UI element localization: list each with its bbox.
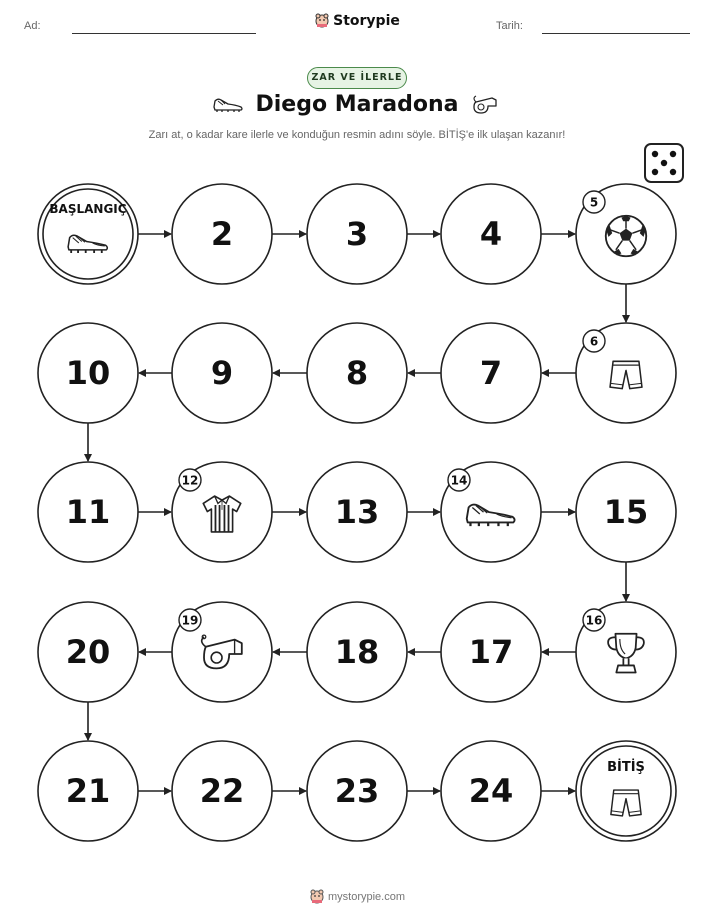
soccer-ball-icon	[606, 216, 646, 256]
date-label: Tarih:	[496, 20, 523, 32]
square-number: 23	[334, 772, 380, 810]
square-number: 22	[199, 772, 245, 810]
name-label: Ad:	[24, 20, 41, 32]
board-square-10[interactable]	[38, 323, 138, 423]
board-square-17[interactable]	[441, 602, 541, 702]
square-number: 17	[468, 633, 514, 671]
board-square-21[interactable]	[38, 741, 138, 841]
storypie-logo-icon	[309, 888, 325, 904]
page-title: Diego Maradona	[255, 92, 459, 117]
board-square-14[interactable]	[441, 462, 541, 562]
square-number: 8	[345, 354, 369, 392]
activity-badge: ZAR VE İLERLE	[307, 67, 407, 89]
footer	[0, 888, 714, 904]
square-number: 24	[468, 772, 514, 810]
square-number: 11	[65, 493, 111, 531]
board-square-19[interactable]	[172, 602, 272, 702]
board-square-6[interactable]	[576, 323, 676, 423]
footer-url[interactable]: mystorypie.com	[327, 891, 406, 903]
square-number: 19	[181, 613, 199, 628]
board-square-15[interactable]	[576, 462, 676, 562]
board-square-3[interactable]	[307, 184, 407, 284]
brand-name: Storypie	[333, 13, 400, 29]
board-square-20[interactable]	[38, 602, 138, 702]
finish-label: BİTİŞ	[607, 760, 645, 775]
board-square-24[interactable]	[441, 741, 541, 841]
board-square-25[interactable]	[576, 741, 676, 841]
square-number: 6	[589, 334, 599, 349]
board-square-23[interactable]	[307, 741, 407, 841]
board-square-2[interactable]	[172, 184, 272, 284]
square-number: 18	[334, 633, 380, 671]
start-label: BAŞLANGIÇ	[49, 202, 127, 216]
board-square-8[interactable]	[307, 323, 407, 423]
board-square-18[interactable]	[307, 602, 407, 702]
square-number: 10	[65, 354, 111, 392]
square-number: 5	[589, 195, 599, 210]
square-number: 20	[65, 633, 111, 671]
square-number: 9	[210, 354, 234, 392]
square-number: 7	[479, 354, 503, 392]
square-number: 14	[450, 473, 468, 488]
board-square-7[interactable]	[441, 323, 541, 423]
board-square-22[interactable]	[172, 741, 272, 841]
board-square-1[interactable]	[38, 184, 138, 284]
square-number: 16	[585, 613, 603, 628]
board-square-16[interactable]	[576, 602, 676, 702]
square-number: 2	[210, 215, 234, 253]
board-square-5[interactable]	[576, 184, 676, 284]
square-number: 13	[334, 493, 380, 531]
board-square-4[interactable]	[441, 184, 541, 284]
square-number: 21	[65, 772, 111, 810]
instructions: Zarı at, o kadar kare ilerle ve konduğun resmin adını söyle. BİTİŞ'e ilk ulaşan kazanır!	[148, 129, 566, 141]
board-square-9[interactable]	[172, 323, 272, 423]
square-number: 4	[479, 215, 503, 253]
board-square-12[interactable]	[172, 462, 272, 562]
square-number: 12	[181, 473, 199, 488]
square-circle	[38, 184, 138, 284]
square-number: 3	[345, 215, 369, 253]
board-square-13[interactable]	[307, 462, 407, 562]
board-cells	[38, 184, 676, 841]
square-number: 15	[603, 493, 649, 531]
board-square-11[interactable]	[38, 462, 138, 562]
